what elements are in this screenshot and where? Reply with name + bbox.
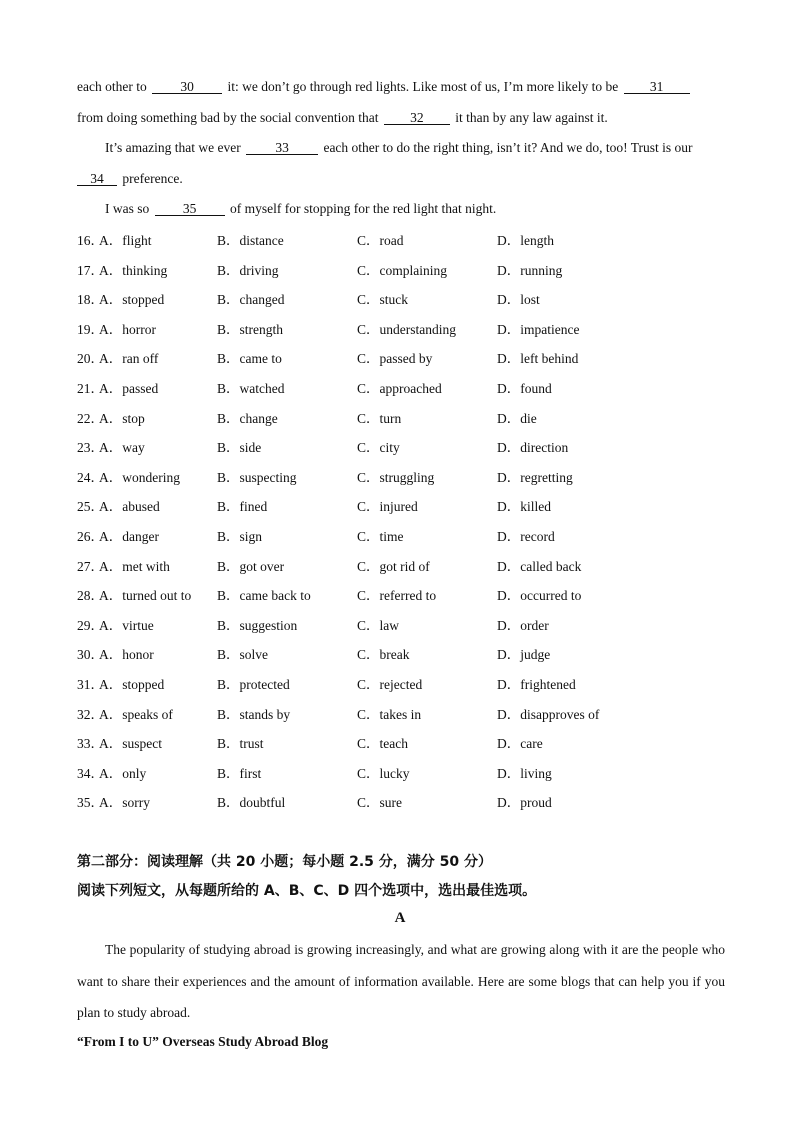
option-a: A．flight — [99, 233, 152, 248]
question-number: 29． — [77, 617, 104, 633]
question-row — [77, 495, 737, 515]
option-a: A．horror — [99, 321, 156, 337]
question-number: 24． — [77, 469, 104, 485]
option-d: D．left behind — [497, 351, 579, 367]
question-row — [77, 347, 737, 367]
part-label: A — [394, 910, 406, 926]
passage-text: It’s amazing that we ever — [105, 140, 241, 155]
question-row — [77, 407, 737, 427]
option-a: A．abused — [99, 499, 160, 515]
option-a: A．virtue — [99, 617, 154, 633]
option-c: C．city — [357, 440, 400, 456]
question-number: 31． — [77, 677, 104, 692]
blank-35: 35 — [155, 202, 225, 216]
passage-line — [77, 201, 496, 217]
passage-text: preference. — [122, 171, 183, 186]
option-d: D．running — [497, 262, 563, 278]
option-b: B．changed — [217, 292, 285, 308]
option-c: C．stuck — [357, 292, 409, 308]
option-c: C．complaining — [357, 262, 447, 278]
section-title: 第二部分：阅读理解（共 20 小题；每小题 2.5 分，满分 50 分） — [77, 854, 493, 870]
option-b: B．side — [217, 440, 262, 456]
option-c: C．turn — [357, 410, 402, 426]
option-d: D．direction — [497, 440, 569, 456]
intro-paragraph: The popularity of studying abroad is growing increasingly, and what are growing along with it are the people who want to share their experiences and the amount of information available. Here are some blogs that can help you if you plan to study abroad. — [77, 942, 725, 1020]
question-row — [77, 466, 737, 486]
option-a: A．met with — [99, 558, 170, 574]
question-row — [77, 584, 737, 604]
option-a: A．wondering — [99, 469, 180, 485]
question-row — [77, 377, 737, 397]
option-c: C．takes in — [357, 706, 422, 722]
passage-line — [77, 110, 608, 126]
option-b: B．suspecting — [217, 469, 297, 485]
question-row — [77, 288, 737, 308]
question-row — [77, 229, 737, 249]
passage-line — [77, 79, 692, 95]
blank-31: 31 — [624, 80, 690, 94]
option-d: D．frightened — [497, 677, 576, 692]
option-b: B．got over — [217, 558, 285, 574]
option-a: A．way — [99, 440, 145, 456]
option-c: C．passed by — [357, 351, 433, 367]
question-number: 28． — [77, 588, 104, 604]
option-b: B．solve — [217, 647, 269, 663]
question-number: 33． — [77, 736, 104, 752]
question-number: 35． — [77, 795, 104, 811]
option-a: A．honor — [99, 647, 154, 663]
passage-line — [77, 171, 183, 187]
passage-text: each other to do the right thing, isn’t it? And we do, too! Trust is our — [323, 140, 693, 155]
option-d: D．judge — [497, 647, 551, 663]
option-a: A．ran off — [99, 351, 159, 367]
option-d: D．found — [497, 381, 552, 396]
option-c: C．sure — [357, 795, 402, 811]
option-a: A．sorry — [99, 795, 150, 811]
option-b: B．doubtful — [217, 795, 286, 811]
question-row — [77, 614, 737, 634]
question-number: 34． — [77, 765, 104, 781]
option-a: A．stopped — [99, 292, 165, 308]
passage-text: it: we don’t go through red lights. Like most of us, I’m more likely to be — [227, 79, 619, 94]
section-instruction: 阅读下列短文，从每题所给的 A、B、C、D 四个选项中，选出最佳选项。 — [77, 883, 537, 899]
option-c: C．understanding — [357, 321, 456, 337]
option-b: B．watched — [217, 381, 285, 396]
option-c: C．approached — [357, 381, 442, 396]
option-d: D．killed — [497, 499, 551, 515]
option-b: B．stands by — [217, 706, 291, 722]
blank-34: 34 — [77, 172, 117, 186]
passage-text: of myself for stopping for the red light that night. — [230, 201, 497, 216]
option-a: A．only — [99, 765, 147, 781]
option-d: D．length — [497, 233, 554, 248]
option-b: B．change — [217, 410, 278, 426]
question-number: 19． — [77, 321, 104, 337]
option-d: D．care — [497, 736, 543, 752]
option-a: A．speaks of — [99, 706, 173, 722]
option-d: D．regretting — [497, 469, 573, 485]
question-number: 18． — [77, 292, 104, 308]
option-b: B．trust — [217, 736, 264, 752]
option-a: A．stopped — [99, 677, 165, 692]
option-b: B．came back to — [217, 588, 311, 604]
option-a: A．thinking — [99, 262, 168, 278]
question-number: 25． — [77, 499, 104, 515]
question-row — [77, 732, 737, 752]
option-d: D．disapproves of — [497, 706, 600, 722]
option-d: D．impatience — [497, 321, 580, 337]
option-a: A．danger — [99, 529, 159, 544]
option-b: B．protected — [217, 677, 290, 692]
option-b: B．sign — [217, 529, 263, 544]
option-c: C．rejected — [357, 677, 423, 692]
question-row — [77, 643, 737, 663]
question-row — [77, 525, 737, 545]
passage-text: I was so — [105, 201, 150, 216]
question-number: 20． — [77, 351, 104, 367]
passage-line — [77, 140, 693, 156]
option-c: C．got rid of — [357, 558, 430, 574]
option-d: D．lost — [497, 292, 540, 308]
option-b: B．came to — [217, 351, 282, 367]
question-number: 27． — [77, 558, 104, 574]
option-b: B．fined — [217, 499, 268, 515]
option-b: B．suggestion — [217, 617, 298, 633]
passage-text: it than by any law against it. — [455, 110, 608, 125]
option-c: C．struggling — [357, 469, 435, 485]
question-number: 16． — [77, 233, 104, 248]
question-number: 21． — [77, 381, 104, 396]
option-c: C．teach — [357, 736, 408, 752]
question-number: 32． — [77, 706, 104, 722]
option-a: A．suspect — [99, 736, 162, 752]
option-c: C．lucky — [357, 765, 410, 781]
option-b: B．distance — [217, 233, 284, 248]
passage-text: from doing something bad by the social convention that — [77, 110, 379, 125]
blank-30: 30 — [152, 80, 222, 94]
option-c: C．break — [357, 647, 410, 663]
question-row — [77, 259, 737, 279]
option-c: C．referred to — [357, 588, 437, 604]
question-row — [77, 555, 737, 575]
question-row — [77, 318, 737, 338]
blog-title: “From I to U” Overseas Study Abroad Blog — [77, 1034, 329, 1049]
question-number: 30． — [77, 647, 104, 663]
option-b: B．driving — [217, 262, 279, 278]
option-d: D．occurred to — [497, 588, 582, 604]
option-d: D．order — [497, 617, 549, 633]
option-c: C．time — [357, 529, 404, 544]
option-a: A．passed — [99, 381, 159, 396]
option-b: B．strength — [217, 321, 283, 337]
blank-33: 33 — [246, 141, 318, 155]
option-c: C．injured — [357, 499, 418, 515]
question-number: 26． — [77, 529, 104, 544]
option-d: D．die — [497, 410, 537, 426]
option-d: D．proud — [497, 795, 552, 811]
option-d: D．record — [497, 529, 555, 544]
option-c: C．road — [357, 233, 404, 248]
question-row — [77, 703, 737, 723]
question-row — [77, 791, 737, 811]
option-d: D．called back — [497, 558, 582, 574]
option-c: C．law — [357, 617, 399, 633]
question-number: 23． — [77, 440, 104, 456]
question-number: 22． — [77, 410, 104, 426]
option-b: B．first — [217, 765, 262, 781]
option-a: A．turned out to — [99, 588, 192, 604]
blank-32: 32 — [384, 111, 450, 125]
question-row — [77, 762, 737, 782]
question-row — [77, 436, 737, 456]
passage-text: each other to — [77, 79, 147, 94]
question-number: 17． — [77, 262, 104, 278]
question-row — [77, 673, 737, 693]
option-a: A．stop — [99, 410, 145, 426]
option-d: D．living — [497, 765, 552, 781]
